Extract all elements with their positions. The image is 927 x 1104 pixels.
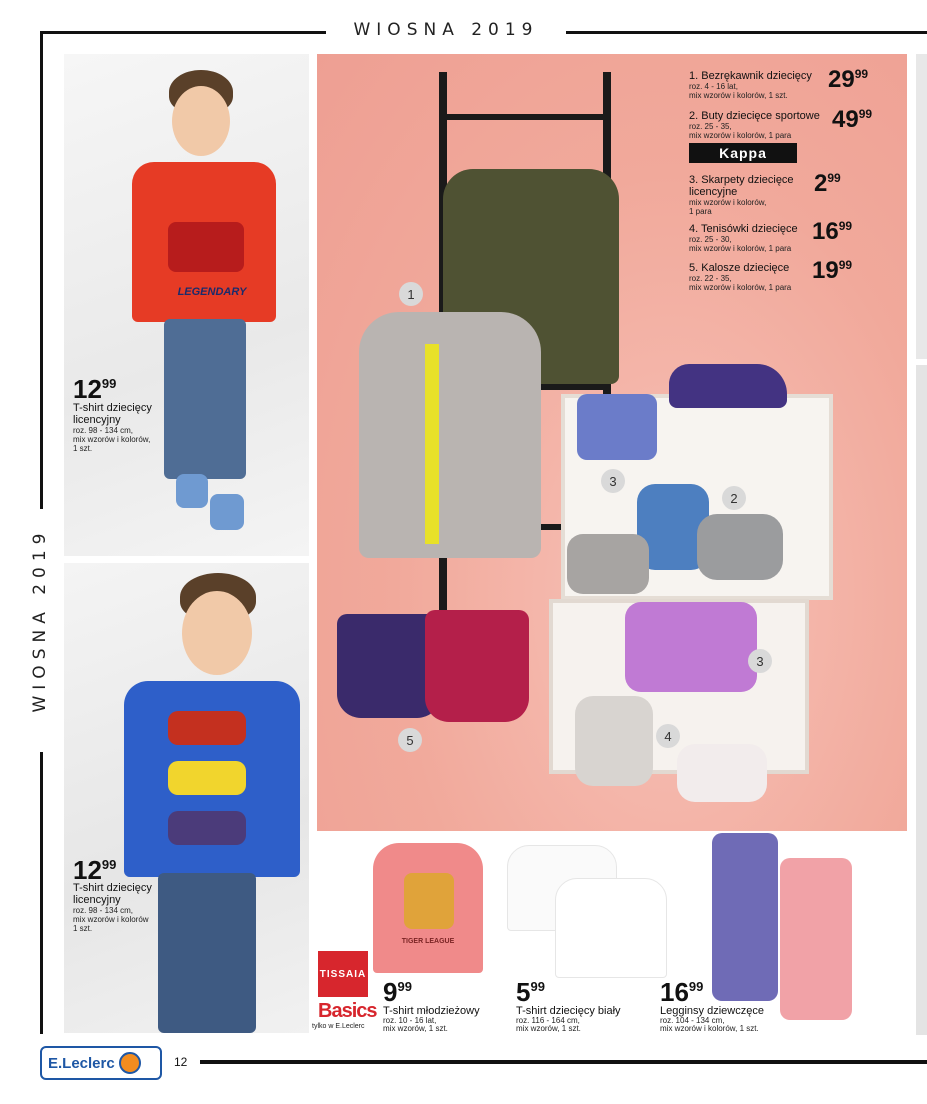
socks-pair [577, 394, 657, 460]
product-detail: 1 szt. [73, 924, 93, 933]
shoe-right [210, 494, 244, 530]
list-item-4 [689, 223, 798, 253]
list-item-name: 5. Kalosze dziecięce [689, 262, 790, 274]
badge-3: 3 [748, 649, 772, 673]
grey-vest [359, 312, 541, 558]
white-tshirt-image [555, 878, 667, 978]
list-item-name: 2. Buty dziecięce sportowe [689, 110, 820, 122]
jeans [164, 319, 246, 479]
yellow-zip-tape [425, 344, 439, 544]
list-item-detail: mix wzorów i kolorów, 1 para [689, 283, 792, 292]
car-print-yellow [168, 761, 246, 795]
price-main: 29 [828, 66, 855, 93]
list-item-detail: mix wzorów i kolorów, [689, 198, 767, 207]
product-name: T-shirt dziecięcy [73, 402, 152, 414]
product-detail: mix wzorów, 1 szt. [516, 1024, 581, 1033]
car-print-purple [168, 811, 246, 845]
product-name: T-shirt dziecięcy [73, 882, 152, 894]
price-main: 2 [814, 170, 828, 197]
kappa-logo: Kappa [689, 143, 797, 163]
shirt-print-text: LEGENDARY [177, 286, 247, 298]
pink-leggings-image [780, 858, 852, 1020]
frame-line-top-left [40, 31, 326, 34]
red-rain-boots [425, 610, 529, 722]
price-main: 12 [73, 374, 102, 404]
price-cents: 99 [827, 171, 841, 185]
product-name: T-shirt dziecięcy biały [516, 1005, 621, 1017]
list-item-detail: mix wzorów i kolorów, 1 para [689, 244, 792, 253]
tennis-shoes [677, 744, 767, 802]
car-print-red [168, 711, 246, 745]
price-cents: 99 [101, 376, 117, 391]
list-item-name: 4. Tenisówki dziecięce [689, 223, 798, 235]
season-side-label: WIOSNA 2019 [30, 527, 50, 713]
product-detail: roz. 104 - 134 cm, [660, 1016, 725, 1025]
tiger-print [404, 873, 454, 929]
shoe-left [176, 474, 208, 508]
list-price-1 [828, 68, 868, 92]
product-detail: roz. 10 - 16 lat, [383, 1016, 437, 1025]
badge-4: 4 [656, 724, 680, 748]
basics-logo: Basics [318, 1000, 377, 1022]
page-number: 12 [174, 1055, 188, 1069]
product-name: Legginsy dziewczęce [660, 1005, 764, 1017]
badge-2: 2 [722, 486, 746, 510]
list-price-4 [812, 220, 852, 244]
product-name: licencyjny [73, 894, 121, 906]
jeans [158, 873, 256, 1033]
price-cents: 99 [854, 67, 869, 81]
boy-blue-shirt-photo [64, 563, 309, 1033]
next-page-edge [916, 54, 927, 359]
price-cents: 99 [397, 979, 412, 994]
product-detail: roz. 98 - 134 cm, [73, 426, 134, 435]
list-item-detail: mix wzorów i kolorów, 1 szt. [689, 91, 788, 100]
tiger-print-text: TIGER LEAGUE [401, 938, 455, 945]
next-page-edge [916, 365, 927, 1035]
price-tshirt-white [516, 979, 545, 1005]
frame-line-top-right [566, 31, 927, 34]
price-cents: 99 [838, 219, 853, 233]
purple-leggings-image [712, 833, 778, 1001]
frame-line-bottom [200, 1060, 927, 1064]
list-item-detail: roz. 22 - 35, [689, 274, 732, 283]
face [182, 591, 252, 675]
price-main: 16 [812, 218, 839, 245]
basics-note: tylko w E.Leclerc [312, 1023, 365, 1030]
frame-line-left-bottom [40, 752, 43, 1034]
list-item-name: 1. Bezrękawnik dziecięcy [689, 70, 812, 82]
price-tshirt-2 [73, 857, 116, 883]
price-cents: 99 [858, 107, 873, 121]
leclerc-circle-icon [119, 1052, 141, 1074]
price-main: 9 [383, 977, 398, 1007]
price-main: 19 [812, 257, 839, 284]
product-name: licencyjny [73, 414, 121, 426]
price-cents: 99 [838, 258, 853, 272]
product-detail: mix wzorów i kolorów [73, 915, 149, 924]
grey-sneaker [697, 514, 783, 580]
leclerc-logo [40, 1046, 162, 1080]
product-detail: mix wzorów i kolorów, [73, 435, 151, 444]
boy-red-shirt-photo [64, 54, 309, 556]
list-item-5 [689, 262, 791, 292]
season-heading: WIOSNA 2019 [353, 20, 539, 40]
list-price-5 [812, 259, 852, 283]
price-main: 12 [73, 855, 102, 885]
shirt-print [168, 222, 244, 272]
price-tshirt-youth [383, 979, 412, 1005]
product-detail: roz. 98 - 134 cm, [73, 906, 134, 915]
purple-sneaker [669, 364, 787, 408]
product-detail: 1 szt. [73, 444, 93, 453]
grey-sneaker [567, 534, 649, 594]
list-item-detail: roz. 25 - 35, [689, 122, 732, 131]
badge-5: 5 [398, 728, 422, 752]
badge-3: 3 [601, 469, 625, 493]
frame-line-left-top [40, 31, 43, 509]
list-item-3 [689, 174, 794, 216]
badge-1: 1 [399, 282, 423, 306]
tissaia-logo: TISSAIA [318, 951, 368, 997]
face [172, 86, 230, 156]
price-main: 5 [516, 977, 531, 1007]
product-name: T-shirt młodzieżowy [383, 1005, 480, 1017]
list-price-2 [832, 108, 872, 132]
leclerc-logo-text: E.Leclerc [48, 1054, 115, 1072]
list-item-name: licencyjne [689, 186, 738, 198]
price-leggings [660, 979, 703, 1005]
price-main: 16 [660, 977, 689, 1007]
product-detail: mix wzorów i kolorów, 1 szt. [660, 1024, 759, 1033]
list-item-detail: mix wzorów i kolorów, 1 para [689, 131, 792, 140]
price-tshirt-1 [73, 376, 116, 402]
socks-group [625, 602, 757, 692]
price-cents: 99 [530, 979, 545, 994]
list-price-3 [814, 172, 841, 196]
price-cents: 99 [101, 857, 117, 872]
ladder-rung [439, 114, 611, 120]
product-detail: roz. 116 - 164 cm, [516, 1016, 580, 1025]
price-main: 49 [832, 106, 859, 133]
tennis-shoes [575, 696, 653, 786]
list-item-name: 3. Skarpety dziecięce [689, 174, 794, 186]
list-item-1 [689, 70, 812, 100]
list-item-detail: 1 para [689, 207, 712, 216]
price-cents: 99 [688, 979, 704, 994]
list-item-2 [689, 110, 820, 140]
product-detail: mix wzorów, 1 szt. [383, 1024, 448, 1033]
list-item-detail: roz. 4 - 16 lat, [689, 82, 738, 91]
list-item-detail: roz. 25 - 30, [689, 235, 732, 244]
